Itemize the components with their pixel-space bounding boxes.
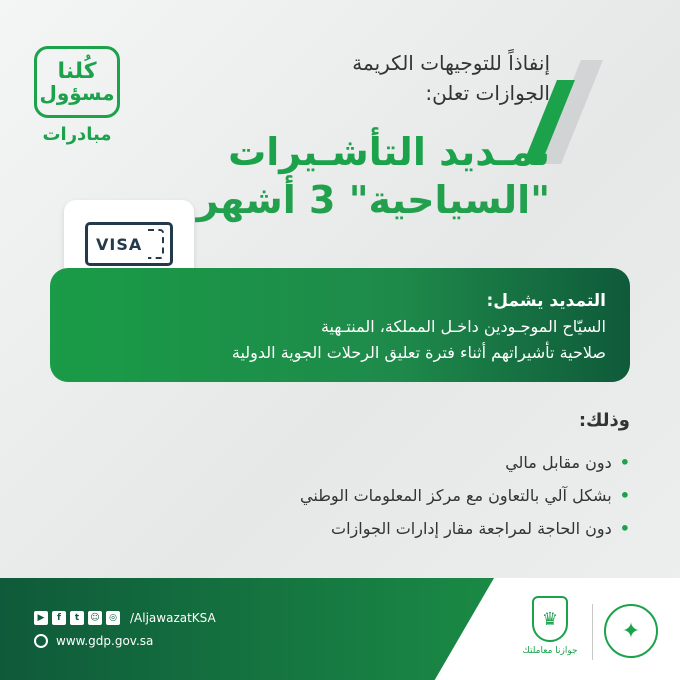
- list-item: [210, 479, 630, 512]
- bullet-icon: •: [619, 519, 630, 538]
- twitter-icon[interactable]: t: [70, 611, 84, 625]
- conditions-list: [210, 446, 630, 545]
- logo-box: [34, 46, 120, 118]
- condition-text: دون الحاجة لمراجعة مقار إدارات الجوازات: [331, 519, 612, 538]
- extension-line-2: صلاحية تأشيراتهم أثناء فترة تعليق الرحلات الجوية الدولية: [231, 343, 606, 362]
- crown-shield-icon: ♛: [532, 596, 568, 642]
- social-links: [34, 611, 216, 625]
- globe-icon: [34, 634, 48, 648]
- social-handle[interactable]: /AljawazatKSA: [130, 611, 216, 625]
- extension-line-1: السيّاح الموجـودين داخـل المملكة، المنتـهية: [320, 317, 606, 336]
- logo-subtitle: مبادرات: [42, 124, 112, 145]
- headline-line-1: تمـديد التأشـيرات: [228, 130, 550, 174]
- list-item: [210, 446, 630, 479]
- intro-line-1: إنفاذاً للتوجيهات الكريمة: [352, 51, 550, 75]
- logo-line-1: كُلنا: [57, 58, 97, 84]
- emblem-caption: جوازنا معاملتك: [522, 646, 578, 656]
- headline-line-2: "السياحية" 3 أشهر: [196, 178, 550, 222]
- visa-dashed-edge: [148, 229, 164, 259]
- snapchat-icon[interactable]: ☺: [88, 611, 102, 625]
- facebook-icon[interactable]: f: [52, 611, 66, 625]
- intro-line-2: الجوازات تعلن:: [425, 81, 550, 105]
- condition-text: دون مقابل مالي: [505, 453, 612, 472]
- website-text[interactable]: www.gdp.gov.sa: [56, 634, 154, 648]
- intro-text: [352, 48, 550, 108]
- bullet-icon: •: [619, 486, 630, 505]
- and-label: وذلك:: [578, 410, 630, 431]
- website-link: [34, 634, 153, 648]
- youtube-icon[interactable]: ▶: [34, 611, 48, 625]
- kulna-masool-logo: [34, 46, 120, 145]
- visa-text: VISA: [96, 234, 143, 254]
- ministry-palm-swords-icon: ✦: [604, 604, 658, 658]
- condition-text: بشكل آلي بالتعاون مع مركز المعلومات الوطني: [300, 486, 612, 505]
- extension-label: التمديد يشمل:: [486, 291, 606, 311]
- emblem-divider: [592, 604, 593, 660]
- instagram-icon[interactable]: ◎: [106, 611, 120, 625]
- footer-green-band: [0, 578, 494, 680]
- bullet-icon: •: [619, 453, 630, 472]
- extension-box: [50, 268, 630, 382]
- logo-line-2: مسؤول: [39, 81, 115, 106]
- headline: [197, 128, 550, 224]
- jawazat-emblem: [520, 596, 580, 666]
- list-item: [210, 512, 630, 545]
- visa-card-icon: [85, 222, 173, 266]
